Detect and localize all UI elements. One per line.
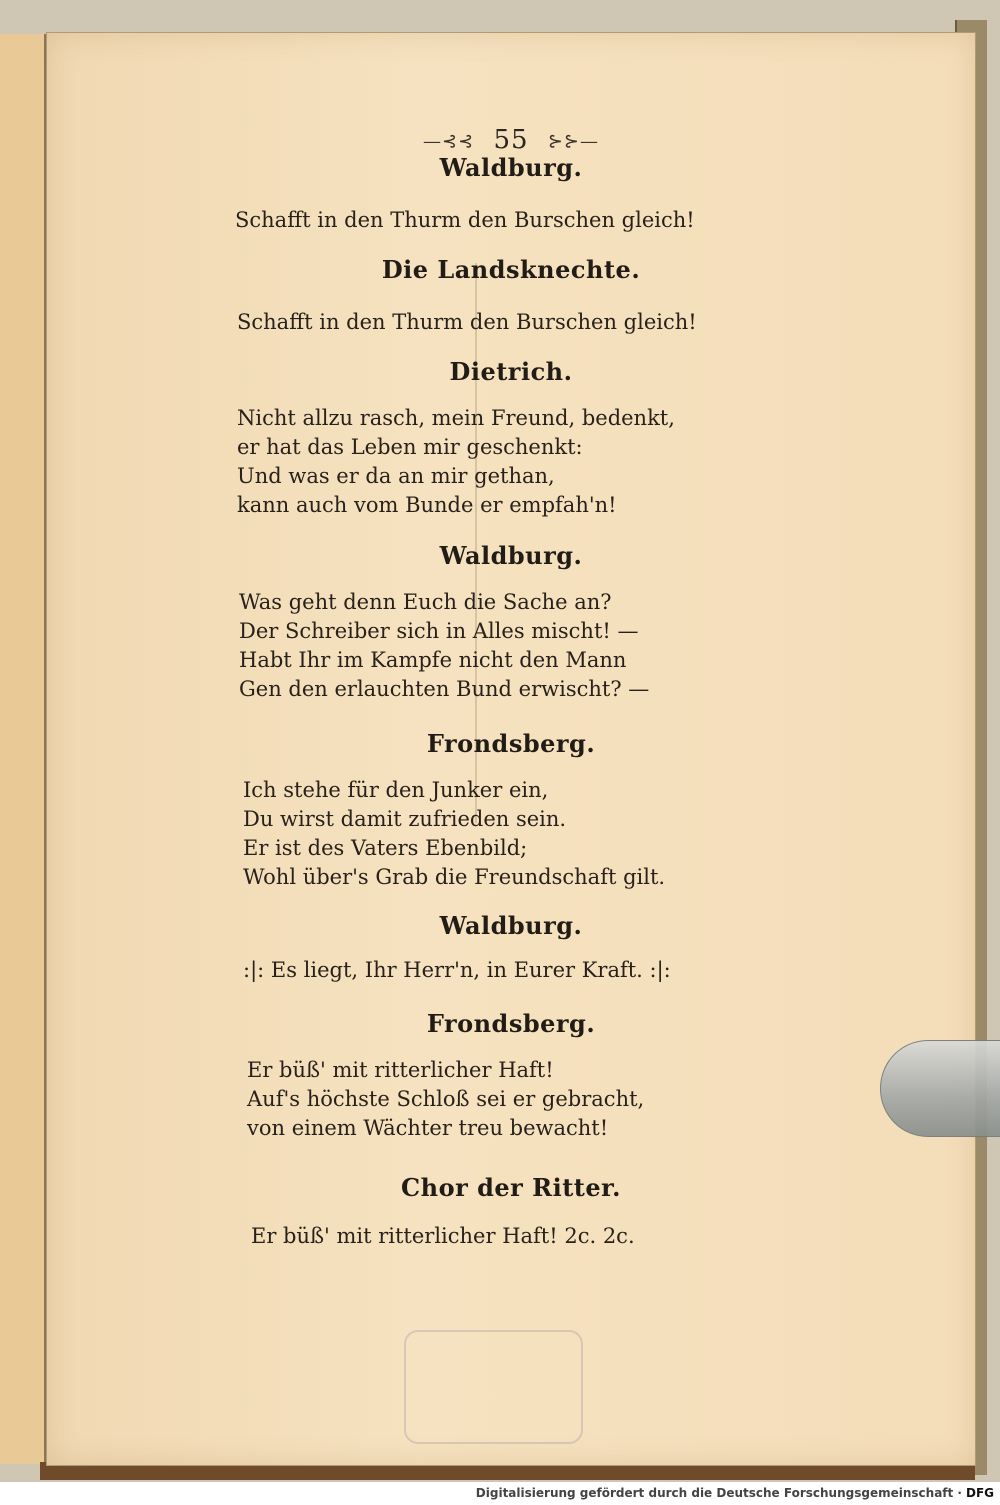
- verse-lines: [247, 1056, 975, 1143]
- footer-credit: [0, 1482, 1000, 1505]
- verse-line: Ich stehe für den Junker ein,: [243, 778, 549, 802]
- dialogue-section: [47, 255, 975, 337]
- verse-line: er hat das Leben mir geschenkt:: [237, 435, 583, 459]
- left-page-edge: [0, 34, 46, 1464]
- dialogue-section: [47, 541, 975, 704]
- dialogue-section: [47, 1173, 975, 1251]
- faded-library-stamp: [404, 1330, 583, 1444]
- speaker-name: Dietrich.: [449, 357, 573, 386]
- verse-line: Auf's höchste Schloß sei er gebracht,: [247, 1087, 645, 1111]
- verse-lines: [243, 776, 975, 892]
- verse-line: von einem Wächter treu bewacht!: [247, 1116, 609, 1140]
- speaker-name: Waldburg.: [439, 911, 583, 940]
- verse-line: Der Schreiber sich in Alles mischt! —: [239, 619, 639, 643]
- ornament-left-icon: —⊰⊰: [423, 130, 475, 152]
- verse-line: Er ist des Vaters Ebenbild;: [243, 836, 528, 860]
- verse-lines: [235, 206, 975, 235]
- ornament-right-icon: ⊱⊱—: [547, 130, 599, 152]
- verse-lines: [251, 1222, 975, 1251]
- footer-credit-text: Digitalisierung gefördert durch die Deutsche Forschungsgemeinschaft ·: [475, 1486, 962, 1500]
- verse-line: Er büß' mit ritterlicher Haft!: [247, 1058, 554, 1082]
- verse-lines: [237, 404, 975, 520]
- dialogue-section: [47, 911, 975, 985]
- verse-line: Er büß' mit ritterlicher Haft! 2c. 2c.: [251, 1224, 635, 1248]
- speaker-name: Frondsberg.: [426, 1009, 596, 1038]
- dfg-logo-icon: DFG: [965, 1486, 994, 1500]
- book-page: [46, 32, 976, 1466]
- verse-line: Nicht allzu rasch, mein Freund, bedenkt,: [237, 406, 675, 430]
- verse-line: kann auch vom Bunde er empfah'n!: [237, 493, 617, 517]
- verse-line: Wohl über's Grab die Freundschaft gilt.: [243, 865, 666, 889]
- verse-line: Was geht denn Euch die Sache an?: [239, 590, 612, 614]
- speaker-name: Die Landsknechte.: [381, 255, 641, 284]
- verse-lines: [243, 956, 975, 985]
- page-number: 55: [493, 125, 529, 155]
- speaker-name: Frondsberg.: [426, 729, 596, 758]
- speaker-name: Waldburg.: [439, 153, 583, 182]
- page-header: [47, 125, 975, 155]
- verse-line: Du wirst damit zufrieden sein.: [243, 807, 567, 831]
- verse-line: Gen den erlauchten Bund erwischt? —: [239, 677, 650, 701]
- verse-line: Und was er da an mir gethan,: [237, 464, 555, 488]
- verse-line: :|: Es liegt, Ihr Herr'n, in Eurer Kraft. :|:: [243, 958, 671, 982]
- verse-lines: [239, 588, 975, 704]
- verse-lines: [237, 308, 975, 337]
- speaker-name: Waldburg.: [439, 541, 583, 570]
- dialogue-section: [47, 153, 975, 235]
- dialogue-section: [47, 357, 975, 520]
- verse-line: Habt Ihr im Kampfe nicht den Mann: [239, 648, 627, 672]
- dialogue-section: [47, 729, 975, 892]
- page-clip-thumb: [880, 1040, 1000, 1137]
- dialogue-section: [47, 1009, 975, 1143]
- verse-line: Schafft in den Thurm den Burschen gleich!: [237, 310, 697, 334]
- speaker-name: Chor der Ritter.: [401, 1173, 621, 1202]
- verse-line: Schafft in den Thurm den Burschen gleich!: [235, 208, 695, 232]
